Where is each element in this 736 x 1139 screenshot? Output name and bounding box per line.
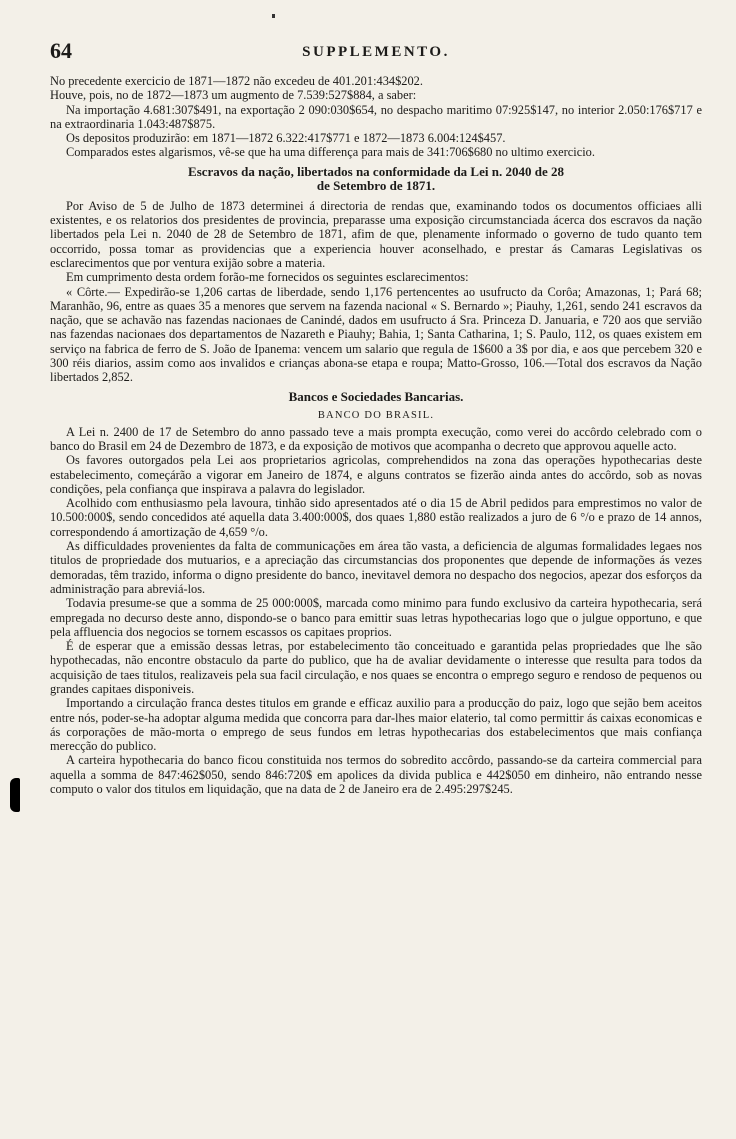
paragraph: Por Aviso de 5 de Julho de 1873 determinei á directoria de rendas que, examinando todos os documentos officiaes alli existentes, e os relatorios dos presidentes de provincia, preparasse uma exposição circumstanciada ácerca dos escravos da nação libertados pela Lei n. 2040 de 28 de Setembro de 1871, afim de que, plenamente informado o governo de tudo quanto tem occorrido, possa tomar as providencias que a experiencia houver aconselhado, e prestar ás Camaras Legislativas os esclarecimentos que por ventura exijão sobre a materia. bbox=[50, 198, 702, 270]
page bbox=[50, 38, 702, 796]
section-title-bancos: Bancos e Sociedades Bancarias. bbox=[288, 388, 464, 404]
print-speck bbox=[272, 14, 275, 18]
paragraph: Todavia presume-se que a somma de 25 000:000$, marcada como minimo para fundo exclusivo da carteira hypothecaria, será empregada no decurso deste anno, dispondo-se o banco para emittir suas letras hypothecarias logo que o julgue opportuno, e que pela affluencia dos negocios se tornem escassos os capitaes proprios. bbox=[50, 596, 702, 639]
paragraph: É de esperar que a emissão dessas letras, por estabelecimento tão conceituado e garantida pelas propriedades que lhe são hypothecadas, não encontre obstaculo da parte do publico, que ha de avaliar devidamente o interesse que resulta para todos da acquisição de taes titulos, realizaveis pela sua facil circulação, e nos quaes se encontra o emprego seguro e rendoso de pequenos ou grandes capitaes disponiveis. bbox=[50, 639, 702, 696]
intro-paragraph: Comparados estes algarismos, vê-se que ha uma differença para mais de 341:706$680 no ultimo exercicio. bbox=[66, 145, 595, 160]
section-bancos-body bbox=[50, 425, 702, 797]
paragraph: Acolhido com enthusiasmo pela lavoura, tinhão sido apresentados até o dia 15 de Abril pedidos para emprestimos no valor de 10.500:000$, sendo concedidos até aquella data 3.400:000$, dos quaes 1,880 estão realizados a juro de 6 °/o e prazo de 14 annos, correspondendo á amortização de 4,659 °/o. bbox=[50, 496, 702, 539]
paragraph: Os favores outorgados pela Lei aos proprietarios agricolas, comprehendidos na zona das operações hypothecarias deste estabelecimento, começárão a vigorar em Janeiro de 1874, e alguns contratos se fizerão ainda antes do accôrdo, sob as novas condições, pela confiança que inspirava a palavra do legislador. bbox=[50, 453, 702, 496]
paragraph: Importando a circulação franca destes titulos em grande e efficaz auxilio para a producção do paiz, logo que sejão bem aceitos entre nós, poder-se-ha adoptar alguma medida que concorra para dar-lhes maior elaterio, tal como permittir ás caixas economicas e ás corporações de mão-morta o emprego de seus fundos em letras hypothecarias dos estabelecimentos que mais confiança merecção do publico. bbox=[50, 696, 702, 754]
paragraph: A Lei n. 2400 de 17 de Setembro do anno passado teve a mais prompta execução, como verei do accôrdo celebrado com o banco do Brasil em 24 de Dezembro de 1873, e da exposição de motivos que acompanha o decreto que approvou aquelle acto. bbox=[50, 424, 702, 453]
running-title: SUPPLEMENTO. bbox=[302, 44, 450, 60]
paragraph: « Côrte.— Expedirão-se 1,206 cartas de liberdade, sendo 1,176 pertencentes ao usufructo da Corôa; Amazonas, 1; Pará 68; Maranhão, 96, entre as quaes 35 a menores que servem na fazenda nacional « S. Bernardo »; Piauhy, 1,261, sendo 241 escravos da nação, que se achavão nas fazendas nacionaes de Canindé, dados em usufructo á Sra. Princeza D. Januaria, e 720 aos que servião nas fazendas nacionaes dos departamentos de Nazareth e Piauhy; Bahia, 1; Santa Catharina, 1; S. Paulo, 112, os quaes existem em serviço na fabrica de ferro de S. João de Ipanema: vencem um salario que regula de 1$600 a 3$ por dia, e aos que percebem 320 e 300 réis diarios, assim como aos invalidos e crianças abona-se etapa e roupa; Matto-Grosso, 106.—Total dos escravos da Nação libertados 2,852. bbox=[50, 284, 702, 385]
intro-paragraph: Os depositos produzirão: em 1871—1872 6.322:417$771 e 1872—1873 6.004:124$457. bbox=[66, 131, 506, 146]
section-title-line: de Setembro de 1871. bbox=[316, 177, 436, 193]
section-title-line: Escravos da nação, libertados na conformidade da Lei n. 2040 de 28 bbox=[188, 163, 564, 179]
paragraph: Em cumprimento desta ordem forão-me fornecidos os seguintes esclarecimentos: bbox=[66, 270, 469, 285]
paragraph: A carteira hypothecaria do banco ficou constituida nos termos do sobredito accôrdo, passando-se da carteira commercial para aquella a somma de 847:462$050, sendo 846:720$ em apolices da divida publica e 442$050 em dinheiro, não entrando nesse computo o valor dos titulos em liquidação, que na data de 2 de Janeiro era de 2.495:297$245. bbox=[50, 753, 702, 797]
section-title-escravos bbox=[50, 165, 702, 193]
intro-paragraph: Na importação 4.681:307$491, na exportação 2 090:030$654, no despacho maritimo 07:925$147, no interior 2.050:176$717 e na extraordinaria 1.043:487$875. bbox=[50, 102, 702, 131]
section-subtitle-banco-do-brasil: BANCO DO BRASIL. bbox=[317, 409, 435, 421]
page-header bbox=[50, 38, 702, 74]
section-escravos-body bbox=[50, 199, 702, 385]
paragraph: As difficuldades provenientes da falta de communicações em área tão vasta, a deficiencia de algumas formalidades legaes nos titulos de propriedade dos mutuarios, e a apreciação das circumstancias dos proponentes que depende de informações ás vezes demoradas, têm trazido, informa o digno presidente do banco, inevitavel demora no despacho dos negocios, apezar dos esforços da administração para abreviá-los. bbox=[50, 539, 702, 596]
intro-paragraph: No precedente exercicio de 1871—1872 não excedeu de 401.201:434$202. bbox=[50, 74, 423, 88]
binding-mark bbox=[10, 778, 20, 812]
page-number: 64 bbox=[50, 38, 72, 63]
intro-paragraph: Houve, pois, no de 1872—1873 um augmento de 7.539:527$884, a saber: bbox=[50, 88, 417, 103]
intro-block bbox=[50, 74, 702, 160]
